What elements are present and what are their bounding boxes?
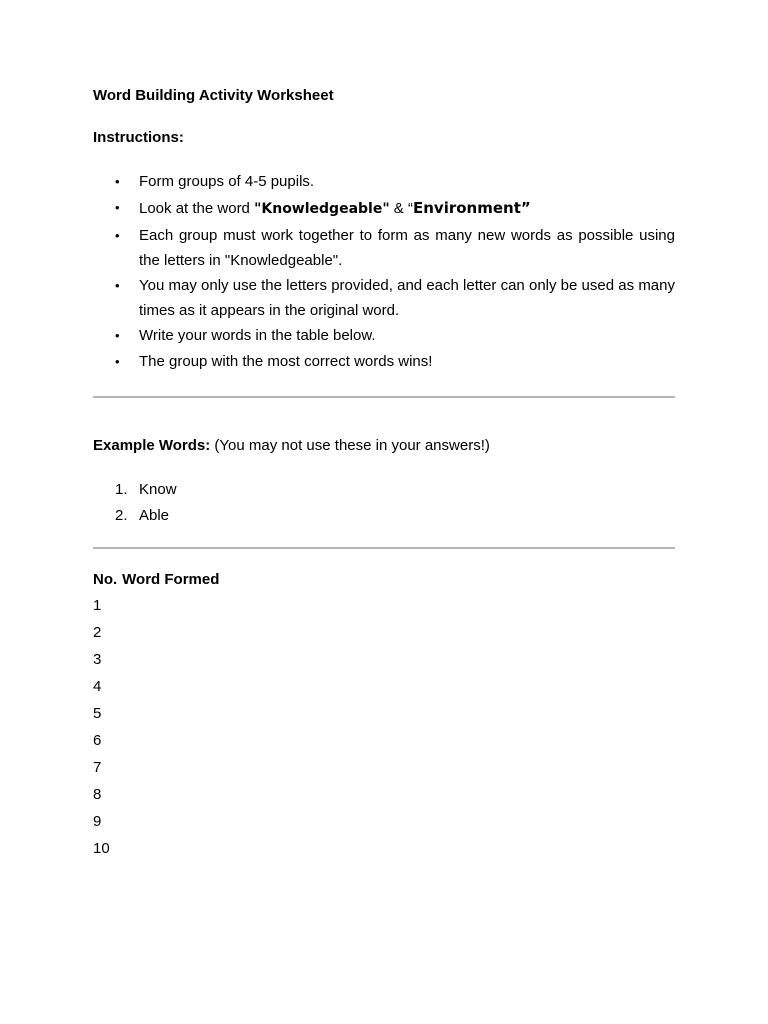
list-number: 1. xyxy=(115,481,128,498)
table-row: 3 xyxy=(93,651,102,668)
column-header-no: No. xyxy=(93,571,118,588)
emphasized-word: "Knowledgeable" xyxy=(254,200,390,217)
example-words-note: (You may not use these in your answers!) xyxy=(210,437,490,454)
table-row: 9 xyxy=(93,813,102,830)
page-title: Word Building Activity Worksheet xyxy=(93,87,334,104)
list-item xyxy=(93,196,675,222)
bullet-text: The group with the most correct words wins! xyxy=(139,352,433,370)
list-item xyxy=(93,503,177,529)
list-item xyxy=(93,350,675,375)
example-word: Able xyxy=(139,506,170,524)
bullet-icon: • xyxy=(115,199,120,215)
table-row: 4 xyxy=(93,678,102,695)
bullet-icon: • xyxy=(115,328,120,343)
section-divider xyxy=(93,396,675,398)
list-item xyxy=(93,274,675,323)
bullet-text: Each group must work together to form as many new words as possible using the letters in "Knowledgeable". xyxy=(139,227,675,269)
emphasized-word: Environment” xyxy=(412,198,531,217)
bullet-text: You may only use the letters provided, and each letter can only be used as many times as it appears in the original word. xyxy=(139,277,675,319)
table-row: 7 xyxy=(93,759,102,776)
list-item xyxy=(93,477,177,503)
bullet-text: Form groups of 4-5 pupils. xyxy=(139,173,315,190)
table-row: 2 xyxy=(93,624,102,641)
bullet-icon: • xyxy=(115,228,120,243)
table-row: 1 xyxy=(93,597,102,614)
bullet-icon: • xyxy=(115,174,120,189)
bullet-text: Look at the word xyxy=(139,199,255,217)
words-table xyxy=(93,597,110,867)
table-row: 6 xyxy=(93,732,102,749)
example-words-list xyxy=(93,477,177,528)
list-item xyxy=(93,224,675,273)
instructions-heading: Instructions: xyxy=(93,129,184,146)
list-item xyxy=(93,170,675,195)
table-row: 10 xyxy=(93,840,110,857)
bullet-icon: • xyxy=(115,353,120,369)
column-header-word: Word Formed xyxy=(122,571,220,588)
instructions-list xyxy=(93,170,675,375)
example-word: Know xyxy=(139,481,177,498)
list-number: 2. xyxy=(115,506,128,524)
ampersand-text: & “ xyxy=(389,199,413,217)
bullet-icon: • xyxy=(115,278,120,293)
list-item xyxy=(93,324,675,349)
example-words-heading xyxy=(93,437,490,455)
bullet-text: Write your words in the table below. xyxy=(139,327,376,344)
table-row: 8 xyxy=(93,786,102,803)
example-words-label: Example Words: xyxy=(93,437,211,454)
table-header xyxy=(93,571,219,589)
table-row: 5 xyxy=(93,705,102,722)
section-divider xyxy=(93,547,675,549)
